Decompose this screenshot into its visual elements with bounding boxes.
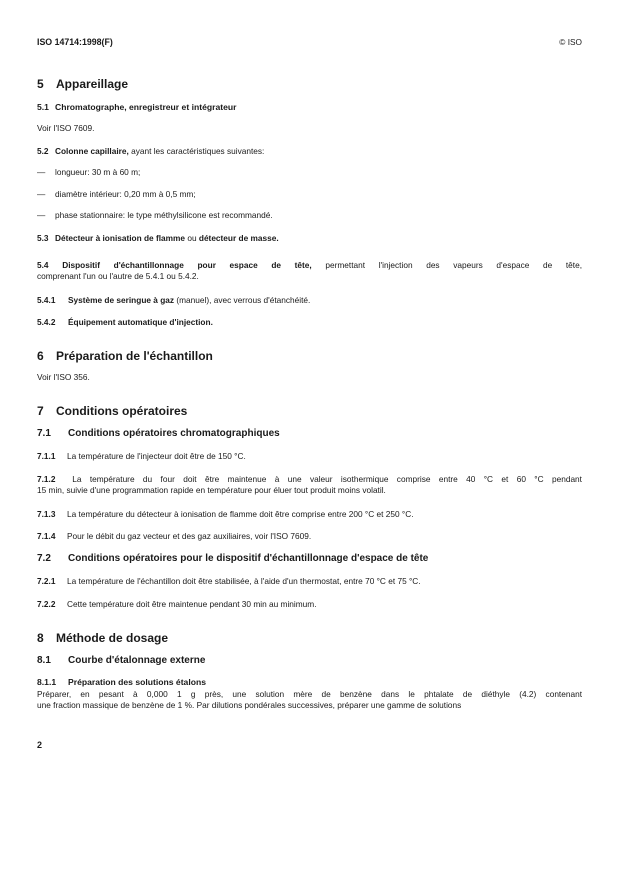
section-5-4-line-2: comprenant l'un ou l'autre de 5.4.1 ou 5.4.2. xyxy=(37,271,199,281)
section-title: Chromatographe, enregistreur et intégrateur xyxy=(55,102,237,112)
section-title: Système de seringue à gaz xyxy=(68,295,175,305)
section-title: Courbe d'étalonnage externe xyxy=(68,655,206,666)
section-text: Pour le débit du gaz vecteur et des gaz auxiliaires, voir l'ISO 7609. xyxy=(67,531,312,541)
section-5-3 xyxy=(37,233,279,243)
copyright: © ISO xyxy=(559,37,582,47)
list-item-text: longueur: 30 m à 60 m; xyxy=(55,167,141,177)
section-5-4-2 xyxy=(37,317,213,327)
section-number: 5.4.2 xyxy=(37,317,56,327)
section-title: Conditions opératoires chromatographiques xyxy=(68,428,280,439)
section-title: Conditions opératoires pour le dispositif d'échantillonnage d'espace de tête xyxy=(68,553,429,564)
dash: — xyxy=(37,189,46,199)
section-number: 5.4 xyxy=(37,260,49,270)
section-title: Appareillage xyxy=(56,77,129,91)
section-text: La température de l'échantillon doit être stabilisée, à l'aide d'un thermostat, entre 70 °C et 75 °C. xyxy=(67,576,421,586)
section-title: Préparation de l'échantillon xyxy=(56,349,213,363)
section-number: 5.4.1 xyxy=(37,295,56,305)
section-number: 7.1 xyxy=(37,428,51,439)
section-number: 7.1.3 xyxy=(37,509,56,519)
document-id: ISO 14714:1998(F) xyxy=(37,37,113,47)
section-title: Préparation des solutions étalons xyxy=(68,677,207,687)
list-item-text: phase stationnaire: le type méthylsilicone est recommandé. xyxy=(55,210,273,220)
section-7-1-4 xyxy=(37,531,311,541)
section-8-1-heading xyxy=(37,655,205,667)
section-number: 7.2 xyxy=(37,553,51,564)
section-number: 5.1 xyxy=(37,102,49,112)
list-item xyxy=(37,189,196,199)
dash: — xyxy=(37,167,46,177)
section-5-4-line-1 xyxy=(37,260,582,270)
section-5-2 xyxy=(37,146,264,156)
section-text: La température du détecteur à ionisation de flamme doit être comprise entre 200 °C et 250 °C. xyxy=(67,509,414,519)
section-number: 5.2 xyxy=(37,146,49,156)
section-text: Cette température doit être maintenue pendant 30 min au minimum. xyxy=(67,599,317,609)
section-number: 7.1.4 xyxy=(37,531,56,541)
section-title: Méthode de dosage xyxy=(56,631,169,645)
section-text: ou xyxy=(185,233,199,243)
section-text: permettant l'injection des vapeurs d'espace de tête, xyxy=(325,260,582,270)
section-8-heading xyxy=(37,631,168,645)
section-6-heading xyxy=(37,349,213,363)
section-title: Colonne capillaire, xyxy=(55,146,129,156)
section-5-heading xyxy=(37,77,128,91)
section-7-heading xyxy=(37,404,187,418)
section-7-2-1 xyxy=(37,576,421,586)
section-title: détecteur de masse. xyxy=(198,233,279,243)
section-number: 7.1.2 xyxy=(37,474,56,484)
section-7-1-1 xyxy=(37,451,246,461)
section-5-1-text: Voir l'ISO 7609. xyxy=(37,123,95,133)
section-title: Équipement automatique d'injection. xyxy=(68,317,213,327)
section-7-1-2-line-2: 15 min, suivie d'une programmation rapide en température pour éluer tout produit moins volatil. xyxy=(37,485,386,495)
section-number: 7.2.2 xyxy=(37,599,56,609)
section-7-1-3 xyxy=(37,509,414,519)
page-number: 2 xyxy=(37,740,43,750)
section-5-4-1 xyxy=(37,295,310,305)
section-title: Détecteur à ionisation de flamme xyxy=(55,233,186,243)
section-number: 7.1.1 xyxy=(37,451,56,461)
section-7-2-heading xyxy=(37,553,428,565)
section-7-1-heading xyxy=(37,428,280,440)
section-number: 6 xyxy=(37,349,44,363)
list-item xyxy=(37,210,273,220)
dash: — xyxy=(37,210,46,220)
section-text: (manuel), avec verrous d'étanchéité. xyxy=(174,295,311,305)
list-item-text: diamètre intérieur: 0,20 mm à 0,5 mm; xyxy=(55,189,196,199)
section-8-1-1-heading xyxy=(37,677,206,687)
section-title: Dispositif d'échantillonnage pour espace de tête, xyxy=(62,260,312,270)
section-text: La température du four doit être maintenue à une valeur isothermique comprise entre 40 °C et 60 °C pendant xyxy=(72,474,582,484)
section-5-1-heading xyxy=(37,102,236,112)
section-number: 7.2.1 xyxy=(37,576,56,586)
section-7-1-2-line-1 xyxy=(37,474,582,484)
section-text: ayant les caractéristiques suivantes: xyxy=(128,146,265,156)
section-title: Conditions opératoires xyxy=(56,404,188,418)
section-number: 8 xyxy=(37,631,44,645)
section-number: 7 xyxy=(37,404,44,418)
section-number: 5.3 xyxy=(37,233,49,243)
section-6-text: Voir l'ISO 356. xyxy=(37,372,90,382)
section-7-2-2 xyxy=(37,599,317,609)
section-number: 8.1.1 xyxy=(37,677,57,687)
section-8-1-1-line-1: Préparer, en pesant à 0,000 1 g près, une solution mère de benzène dans le phtalate de diéthyle (4.2) contenant xyxy=(37,689,582,699)
section-number: 5 xyxy=(37,77,44,91)
section-8-1-1-line-2: une fraction massique de benzène de 1 %. Par dilutions pondérales successives, préparer une gamme de solutions xyxy=(37,700,462,710)
list-item xyxy=(37,167,140,177)
section-text: La température de l'injecteur doit être de 150 °C. xyxy=(67,451,246,461)
section-number: 8.1 xyxy=(37,655,51,666)
